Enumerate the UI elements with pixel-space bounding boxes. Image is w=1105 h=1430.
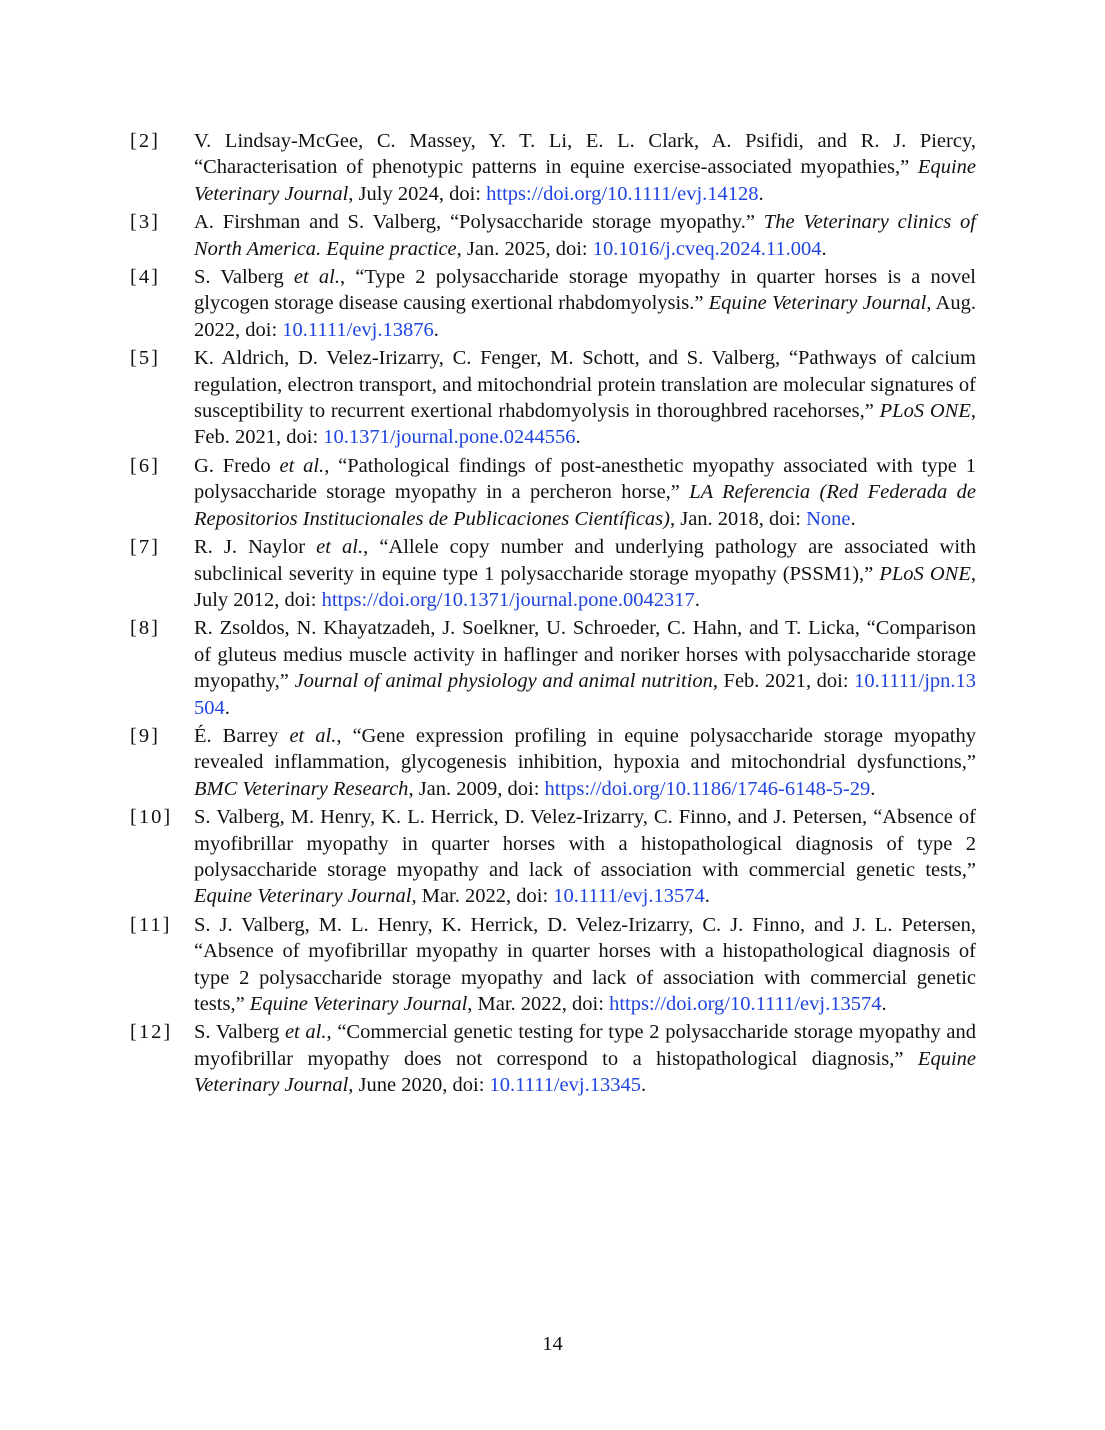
reference-text: [194, 345, 976, 451]
reference-authors-title: R. Zsoldos, N. Khayatzadeh, J. Soelkner, U. Schroeder, C. Hahn, and T. Licka, “Comparison of gluteus medius muscle activity in haflinger and noriker horses with polysaccharide storage myopathy,”: [194, 617, 976, 693]
reference-title: , “Allele copy number and underlying pathology are associated with subclinical severity in equine type 1 polysaccharide storage myopathy (PSSM1),”: [194, 536, 977, 585]
reference-date: , July 2024, doi:: [348, 182, 487, 205]
reference-etal: et al.: [293, 266, 340, 289]
doi-link[interactable]: https://doi.org/10.1111/evj.14128: [486, 182, 759, 205]
reference-list: [130, 128, 976, 1101]
reference-number: [2]: [130, 130, 160, 152]
reference-end: .: [694, 588, 700, 611]
reference-item: [130, 453, 976, 532]
reference-journal: Equine Veterinary Journal: [194, 1047, 976, 1097]
reference-number: [12]: [130, 1021, 173, 1044]
reference-item: [130, 264, 976, 343]
reference-text: [194, 128, 976, 207]
reference-date: , July 2012, doi:: [194, 562, 976, 611]
reference-date: , Aug. 2022, doi:: [194, 292, 976, 341]
reference-end: .: [870, 777, 876, 800]
reference-title: , “Gene expression profiling in equine polysaccharide storage myopathy revealed inflammation, glycogenesis inhibition, hypoxia and mitochondrial dysfunctions,”: [194, 724, 977, 774]
reference-end: .: [704, 885, 710, 908]
reference-number: [6]: [130, 454, 160, 477]
reference-item: [130, 804, 976, 910]
reference-end: .: [575, 426, 581, 449]
reference-journal: Equine Veterinary Journal: [194, 156, 976, 205]
reference-text: [194, 453, 976, 532]
reference-journal: PLoS ONE: [879, 562, 971, 585]
doi-link[interactable]: 10.1016/j.cveq.2024.11.004: [592, 237, 822, 260]
reference-date: , June 2020, doi:: [348, 1074, 490, 1097]
reference-date: , Mar. 2022, doi:: [411, 885, 554, 908]
reference-journal: The Veterinary clinics of North America. Equine practice: [194, 211, 976, 260]
reference-date: , Mar. 2022, doi:: [467, 993, 610, 1015]
reference-journal: Journal of animal physiology and animal nutrition: [294, 670, 713, 693]
reference-journal: Equine Veterinary Journal: [249, 993, 468, 1015]
reference-etal: et al.: [316, 536, 364, 559]
doi-link[interactable]: https://doi.org/10.1371/journal.pone.0042317: [321, 588, 695, 611]
reference-number: [3]: [130, 211, 160, 234]
reference-number: [8]: [130, 617, 160, 640]
reference-title: , “Type 2 polysaccharide storage myopathy in quarter horses is a novel glycogen storage disease causing exertional rhabdomyolysis.”: [194, 266, 977, 315]
reference-authors-title: R. J. Naylor: [194, 536, 317, 559]
reference-item: [130, 128, 976, 207]
reference-number: [11]: [130, 913, 172, 936]
reference-authors-title: S. Valberg: [194, 1021, 285, 1044]
reference-end: .: [850, 507, 856, 530]
reference-date: , Jan. 2009, doi:: [408, 777, 545, 800]
reference-text: [194, 615, 976, 721]
reference-text: [194, 209, 976, 262]
reference-item: [130, 1019, 976, 1098]
reference-item: [130, 615, 976, 721]
reference-end: .: [433, 318, 439, 341]
reference-journal: Equine Veterinary Journal: [194, 885, 412, 908]
reference-etal: et al.: [279, 454, 325, 477]
reference-end: .: [224, 696, 230, 719]
reference-item: [130, 912, 976, 1018]
reference-date: , Feb. 2021, doi:: [712, 670, 855, 693]
reference-item: [130, 534, 976, 613]
reference-text: [194, 804, 976, 910]
doi-link[interactable]: 10.1371/journal.pone.0244556: [323, 426, 576, 449]
reference-etal: et al.: [289, 724, 337, 747]
reference-end: .: [881, 993, 887, 1015]
reference-number: [5]: [130, 347, 160, 370]
reference-authors-title: A. Firshman and S. Valberg, “Polysaccharide storage myopathy.”: [194, 211, 764, 234]
reference-text: [194, 723, 976, 802]
reference-authors-title: V. Lindsay-McGee, C. Massey, Y. T. Li, E. L. Clark, A. Psifidi, and R. J. Piercy, “Characterisation of phenotypic patterns in equine exercise-associated myopathies,”: [194, 130, 976, 179]
reference-authors-title: G. Fredo: [194, 454, 280, 477]
page-number: 14: [542, 1333, 563, 1355]
reference-authors-title: É. Barrey: [194, 724, 290, 747]
doi-link[interactable]: None: [806, 507, 851, 530]
reference-authors-title: S. Valberg, M. Henry, K. L. Herrick, D. Velez-Irizarry, C. Finno, and J. Petersen, “Absence of myofibrillar myopathy in quarter horses with a histopathological diagnosis of type 2 polysaccharide storage myopathy and lack of association with commercial genetic tests,”: [194, 806, 976, 881]
reference-journal: BMC Veterinary Research: [194, 777, 409, 800]
reference-title: , “Commercial genetic testing for type 2 polysaccharide storage myopathy and myofibrillar myopathy does not correspond to a histopathological diagnosis,”: [194, 1021, 977, 1070]
reference-authors-title: S. J. Valberg, M. L. Henry, K. Herrick, D. Velez-Irizarry, C. J. Finno, and J. L. Petersen, “Absence of myofibrillar myopathy in quarter horses with a histopathological diagnosis of type 2 polysaccharide storage myopathy and lack of association with commercial genetic tests,”: [194, 913, 976, 1015]
reference-number: [7]: [130, 536, 160, 559]
reference-number: [9]: [130, 724, 160, 747]
reference-text: [194, 1019, 976, 1098]
reference-date: , Jan. 2025, doi:: [456, 237, 593, 260]
reference-number: [4]: [130, 266, 160, 289]
reference-text: [194, 912, 976, 1018]
reference-journal: PLoS ONE: [879, 400, 971, 423]
doi-link[interactable]: https://doi.org/10.1111/evj.13574: [609, 993, 882, 1015]
reference-date: , Feb. 2021, doi:: [194, 400, 976, 449]
reference-item: [130, 723, 976, 802]
reference-number: [10]: [130, 806, 173, 829]
reference-journal: LA Referencia (Red Federada de Repositorios Institucionales de Publicaciones Científicas): [194, 481, 976, 530]
doi-link[interactable]: 10.1111/jpn.13504: [194, 670, 977, 719]
reference-item: [130, 345, 976, 451]
reference-authors-title: S. Valberg: [194, 266, 294, 289]
reference-authors-title: K. Aldrich, D. Velez-Irizarry, C. Fenger, M. Schott, and S. Valberg, “Pathways of calcium regulation, electron transport, and mitochondrial protein translation are molecular signatures of susceptibility to recurrent exertional rhabdomyolysis in thoroughbred racehorses,”: [194, 347, 976, 423]
doi-link[interactable]: https://doi.org/10.1186/1746-6148-5-29: [544, 777, 871, 800]
reference-text: [194, 264, 976, 343]
reference-end: .: [758, 182, 764, 205]
reference-date: , Jan. 2018, doi:: [669, 507, 807, 530]
doi-link[interactable]: 10.1111/evj.13345: [489, 1074, 641, 1097]
reference-title: , “Pathological findings of post-anesthetic myopathy associated with type 1 polysaccharide storage myopathy in a percheron horse,”: [194, 454, 976, 504]
reference-journal: Equine Veterinary Journal: [708, 292, 927, 315]
reference-text: [194, 534, 976, 613]
doi-link[interactable]: 10.1111/evj.13574: [553, 885, 705, 908]
reference-end: .: [640, 1074, 647, 1097]
reference-etal: et al.: [284, 1021, 327, 1044]
reference-item: [130, 209, 976, 262]
reference-end: .: [821, 237, 827, 260]
doi-link[interactable]: 10.1111/evj.13876: [282, 318, 434, 341]
